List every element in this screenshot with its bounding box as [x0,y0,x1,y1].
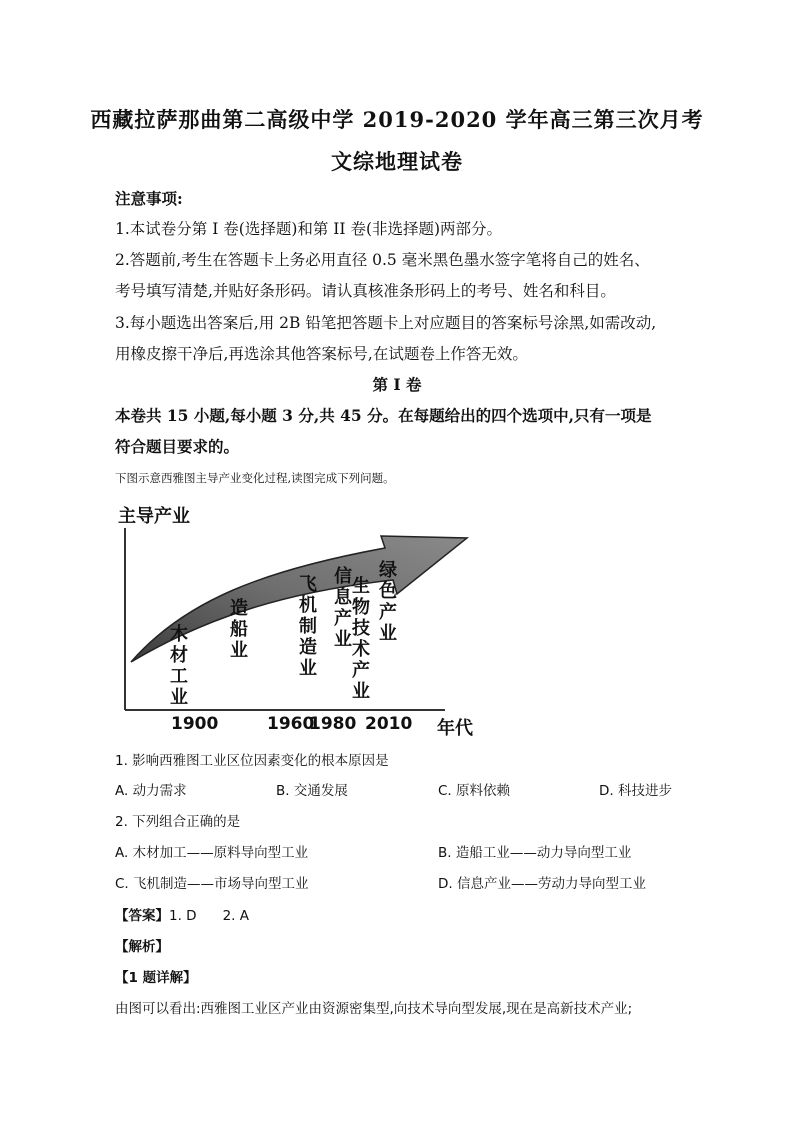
notice-item-2-line2: 考号填写清楚,并贴好条形码。请认真核准条形码上的考号、姓名和科目。 [115,282,616,300]
question-1-option-c[interactable]: C. 原料依赖 [438,783,511,799]
question-2-option-a[interactable]: A. 木材加工——原料导向型工业 [115,845,309,861]
question-2-stem: 2. 下列组合正确的是 [115,814,241,830]
answer-label: 【答案】 [115,908,169,924]
section-heading: 第 I 卷 [372,375,422,394]
notice-heading: 注意事项: [115,189,183,208]
section-intro-line2: 符合题目要求的。 [115,437,240,456]
stage-label: 造船业 [230,598,248,661]
stage-label: 木材工业 [170,624,188,708]
stage-label: 飞机制造业 [299,574,317,679]
analysis-label: 【解析】 [115,939,169,955]
stage-label: 绿色产业 [379,560,397,644]
question-2-option-c[interactable]: C. 飞机制造——市场导向型工业 [115,876,309,892]
notice-item-3-line2: 用橡皮擦干净后,再选涂其他答案标号,在试题卷上作答无效。 [115,345,528,363]
stage-label: 生物技术产业 [352,576,370,702]
x-axis-label: 年代 [437,718,473,739]
question-1-stem: 1. 影响西雅图工业区位因素变化的根本原因是 [115,753,389,769]
tick-label: 1980 [309,714,357,734]
exam-title-line2: 文综地理试卷 [331,149,463,174]
notice-item-3-line1: 3.每小题选出答案后,用 2B 铅笔把答题卡上对应题目的答案标号涂黑,如需改动, [115,314,657,332]
question-1-option-b[interactable]: B. 交通发展 [276,783,348,799]
analysis-text: 由图可以看出:西雅图工业区产业由资源密集型,向技术导向型发展,现在是高新技术产业; [115,1001,633,1017]
section-intro-line1: 本卷共 15 小题,每小题 3 分,共 45 分。在每题给出的四个选项中,只有一项是 [115,406,652,425]
notice-item-1: 1.本试卷分第 I 卷(选择题)和第 II 卷(非选择题)两部分。 [115,220,503,238]
question-1-detail-label: 【1 题详解】 [115,970,197,986]
question-2-option-b[interactable]: B. 造船工业——动力导向型工业 [438,845,632,861]
answer-2: 2. A [222,908,249,924]
y-axis-label: 主导产业 [118,506,190,527]
question-1-option-d[interactable]: D. 科技进步 [599,783,672,799]
question-2-option-d[interactable]: D. 信息产业——劳动力导向型工业 [438,876,646,892]
answer-1: 1. D [169,908,197,924]
tick-label: 2010 [365,714,413,734]
figure-prompt: 下图示意西雅图主导产业变化过程,读图完成下列问题。 [115,471,395,485]
tick-label: 1900 [171,714,219,734]
notice-item-2-line1: 2.答题前,考生在答题卡上务必用直径 0.5 毫米黑色墨水签字笔将自己的姓名、 [115,251,650,269]
industry-diagram [115,500,485,740]
question-1-option-a[interactable]: A. 动力需求 [115,783,187,799]
stage-label: 信息产业 [334,566,352,650]
tick-label: 1960 [267,714,315,734]
answer-block [115,904,249,924]
exam-title-line1: 西藏拉萨那曲第二高级中学 2019-2020 学年高三第三次月考 [90,107,704,132]
